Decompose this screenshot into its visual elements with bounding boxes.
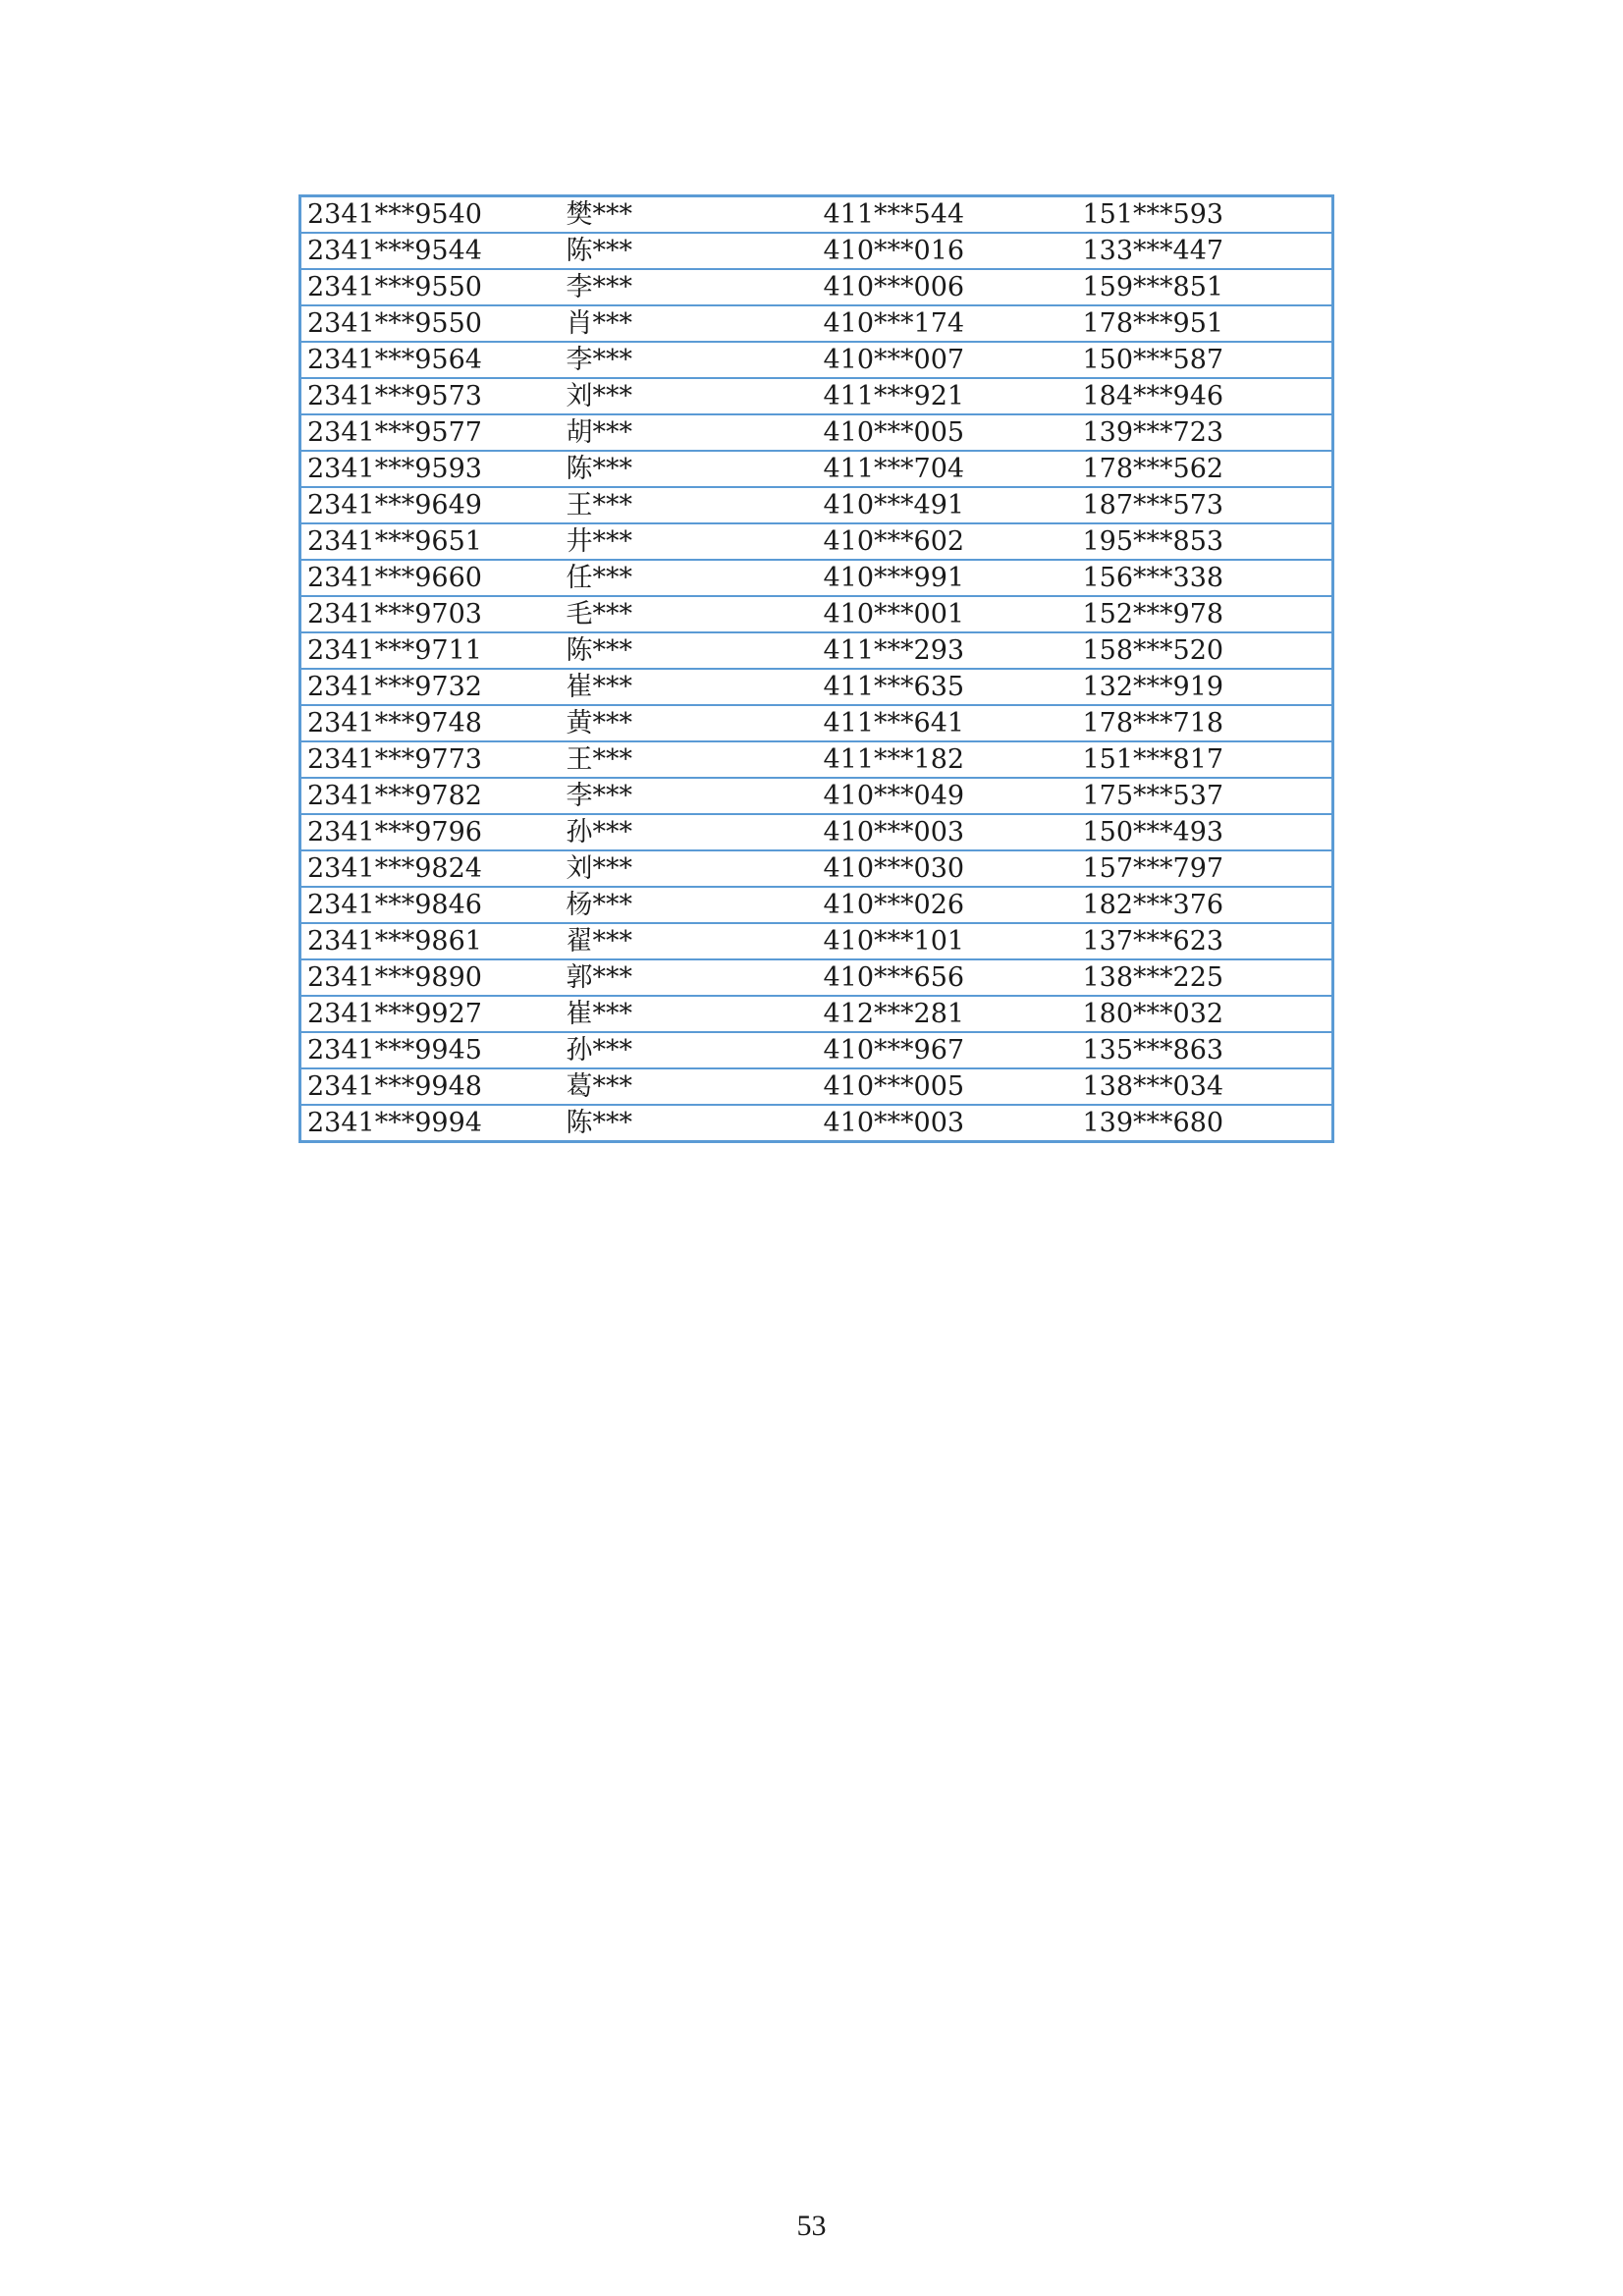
phone-number-cell: 152***978: [1077, 596, 1333, 632]
name-cell: 翟***: [561, 923, 818, 959]
registration-number-cell: 2341***9748: [300, 705, 561, 741]
id-number-cell: 410***656: [818, 959, 1077, 996]
table-row: [300, 342, 1333, 378]
registration-number-cell: 2341***9861: [300, 923, 561, 959]
registration-number-cell: 2341***9782: [300, 778, 561, 814]
name-cell: 陈***: [561, 233, 818, 269]
id-number-cell: 410***967: [818, 1032, 1077, 1068]
table-row: [300, 814, 1333, 850]
registration-number-cell: 2341***9711: [300, 632, 561, 669]
id-number-cell: 410***602: [818, 523, 1077, 560]
registration-number-cell: 2341***9994: [307, 1108, 482, 1138]
phone-number-cell: 151***817: [1077, 741, 1333, 778]
phone-number-cell: 133***447: [1077, 233, 1333, 269]
phone-number-cell: 178***562: [1077, 451, 1333, 487]
roster-table: [298, 194, 1334, 1143]
registration-number-cell: 2341***9593: [300, 451, 561, 487]
id-number-cell: 411***704: [818, 451, 1077, 487]
id-number-cell: 410***003: [818, 814, 1077, 850]
registration-number-cell: 2341***9945: [300, 1032, 561, 1068]
phone-number-cell: 151***593: [1077, 196, 1333, 234]
name-cell: 陈***: [566, 1108, 632, 1138]
name-cell: 陈***: [561, 451, 818, 487]
registration-number-cell: 2341***9948: [300, 1068, 561, 1105]
id-number-cell: 410***001: [818, 596, 1077, 632]
name-cell: 胡***: [561, 414, 818, 451]
phone-number-cell: 139***723: [1077, 414, 1333, 451]
roster-table-body: [300, 196, 1333, 1142]
registration-number-cell: 2341***9573: [300, 378, 561, 414]
name-cell: 樊***: [561, 196, 818, 234]
table-row: [300, 414, 1333, 451]
id-number-cell: 410***049: [818, 778, 1077, 814]
phone-number-cell: 195***853: [1077, 523, 1333, 560]
registration-number-cell: 2341***9796: [300, 814, 561, 850]
table-row: [300, 269, 1333, 305]
phone-number-cell: 157***797: [1077, 850, 1333, 887]
table-row: [300, 632, 1333, 669]
page-number: 53: [796, 2210, 827, 2242]
id-number-cell: 410***026: [818, 887, 1077, 923]
table-row: [300, 705, 1333, 741]
phone-number-cell: 158***520: [1077, 632, 1333, 669]
table-row: [300, 1068, 1333, 1105]
table-row: [300, 996, 1333, 1032]
id-number-cell: 410***174: [818, 305, 1077, 342]
name-cell: 崔***: [561, 996, 818, 1032]
table-row: [300, 669, 1333, 705]
id-number-cell: 411***635: [818, 669, 1077, 705]
table-row: [300, 196, 1333, 234]
table-row: [300, 305, 1333, 342]
registration-number-cell: 2341***9544: [300, 233, 561, 269]
registration-number-cell: 2341***9846: [300, 887, 561, 923]
registration-number-cell: 2341***9651: [300, 523, 561, 560]
name-cell: 任***: [561, 560, 818, 596]
name-cell: 孙***: [561, 814, 818, 850]
id-number-cell: 411***293: [818, 632, 1077, 669]
id-number-cell: 410***030: [818, 850, 1077, 887]
name-cell: 王***: [561, 741, 818, 778]
registration-number-cell: 2341***9927: [300, 996, 561, 1032]
registration-number-cell: 2341***9540: [300, 196, 561, 234]
phone-number-cell: 184***946: [1077, 378, 1333, 414]
id-number-cell: 412***281: [818, 996, 1077, 1032]
table-row: [300, 523, 1333, 560]
registration-number-cell: 2341***9732: [300, 669, 561, 705]
phone-number-cell: 187***573: [1077, 487, 1333, 523]
name-cell: 李***: [561, 269, 818, 305]
id-number-cell: 411***641: [818, 705, 1077, 741]
table-row: [300, 487, 1333, 523]
id-number-cell: 410***016: [818, 233, 1077, 269]
id-number-cell: 410***991: [818, 560, 1077, 596]
registration-number-cell: 2341***9703: [300, 596, 561, 632]
phone-number-cell: 175***537: [1077, 778, 1333, 814]
name-cell: 葛***: [561, 1068, 818, 1105]
name-cell: 王***: [561, 487, 818, 523]
id-number-cell: 410***003: [823, 1108, 965, 1138]
phone-number-cell: 182***376: [1077, 887, 1333, 923]
name-cell: 刘***: [561, 850, 818, 887]
name-cell: 毛***: [561, 596, 818, 632]
registration-number-cell: 2341***9890: [300, 959, 561, 996]
table-row: [300, 850, 1333, 887]
id-number-cell: 410***005: [818, 414, 1077, 451]
id-number-cell: 411***921: [818, 378, 1077, 414]
phone-number-cell: 138***225: [1077, 959, 1333, 996]
name-cell: 孙***: [561, 1032, 818, 1068]
name-cell: 李***: [561, 342, 818, 378]
table-row: [300, 451, 1333, 487]
phone-number-cell: 135***863: [1077, 1032, 1333, 1068]
table-row: [300, 923, 1333, 959]
table-row: [300, 560, 1333, 596]
name-cell: 黄***: [561, 705, 818, 741]
table-row: [300, 741, 1333, 778]
phone-number-cell: 178***718: [1077, 705, 1333, 741]
phone-number-cell: 132***919: [1077, 669, 1333, 705]
phone-number-cell: 159***851: [1077, 269, 1333, 305]
phone-number-cell: 156***338: [1077, 560, 1333, 596]
phone-number-cell: 178***951: [1077, 305, 1333, 342]
registration-number-cell: 2341***9824: [300, 850, 561, 887]
registration-number-cell: 2341***9564: [300, 342, 561, 378]
name-cell: 井***: [561, 523, 818, 560]
table-row: [300, 233, 1333, 269]
table-row: [300, 378, 1333, 414]
id-number-cell: 411***182: [818, 741, 1077, 778]
table-row: [300, 1032, 1333, 1068]
phone-number-cell: 138***034: [1077, 1068, 1333, 1105]
table-row: [300, 887, 1333, 923]
name-cell: 郭***: [561, 959, 818, 996]
phone-number-cell: 180***032: [1077, 996, 1333, 1032]
name-cell: 刘***: [561, 378, 818, 414]
id-number-cell: 410***101: [818, 923, 1077, 959]
registration-number-cell: 2341***9660: [300, 560, 561, 596]
name-cell: 肖***: [561, 305, 818, 342]
table-row: [300, 778, 1333, 814]
id-number-cell: 410***006: [818, 269, 1077, 305]
phone-number-cell: 137***623: [1077, 923, 1333, 959]
name-cell: 崔***: [561, 669, 818, 705]
id-number-cell: 410***007: [818, 342, 1077, 378]
name-cell: 李***: [561, 778, 818, 814]
registration-number-cell: 2341***9550: [300, 269, 561, 305]
registration-number-cell: 2341***9550: [300, 305, 561, 342]
table-row: [300, 1105, 1333, 1142]
name-cell: 陈***: [561, 632, 818, 669]
table-row: [300, 596, 1333, 632]
phone-number-cell: 139***680: [1082, 1108, 1224, 1138]
registration-number-cell: 2341***9577: [300, 414, 561, 451]
registration-number-cell: 2341***9649: [300, 487, 561, 523]
name-cell: 杨***: [561, 887, 818, 923]
id-number-cell: 411***544: [818, 196, 1077, 234]
phone-number-cell: 150***493: [1077, 814, 1333, 850]
phone-number-cell: 150***587: [1077, 342, 1333, 378]
registration-number-cell: 2341***9773: [300, 741, 561, 778]
id-number-cell: 410***005: [818, 1068, 1077, 1105]
id-number-cell: 410***491: [818, 487, 1077, 523]
table-row: [300, 959, 1333, 996]
